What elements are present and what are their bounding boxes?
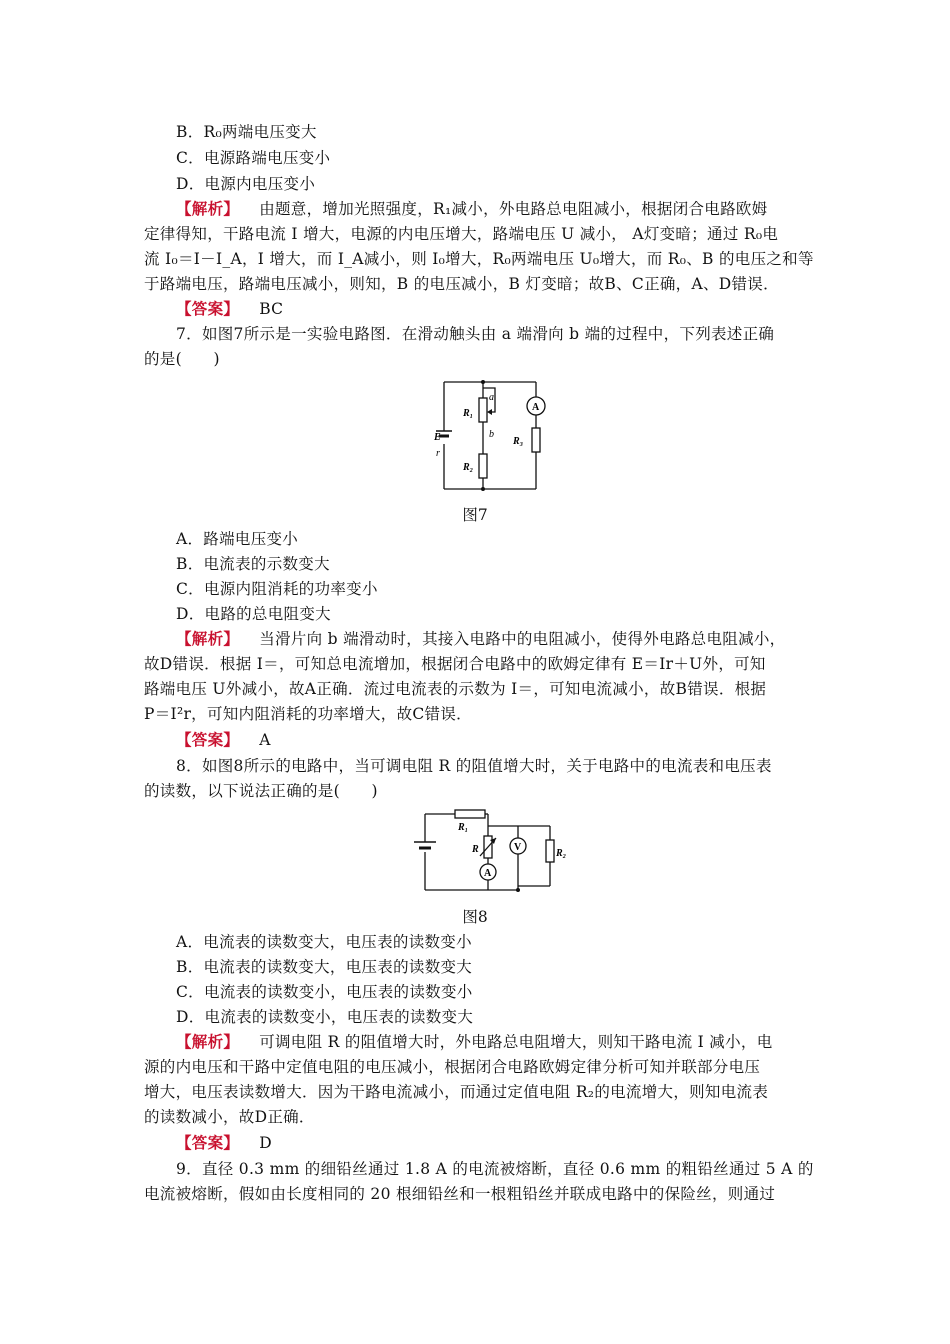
- q7-stem-line-1: 7．如图7所示是一实验电路图．在滑动触头由 a 端滑向 b 端的过程中，下列表述正确: [176, 325, 775, 343]
- q7-analysis-line-3: 路端电压 U外减小，故A正确．流过电流表的示数为 I＝，可知电流减小，故B错误．根据: [144, 680, 767, 698]
- q7-analysis-line-2: 故D错误．根据 I＝，可知总电流增加，根据闭合电路中的欧姆定律有 E＝Ir＋U外，可知: [144, 655, 766, 673]
- label-e: E: [434, 432, 441, 443]
- q8-analysis-line-3: 增大，电压表读数增大．因为干路电流减小，而通过定值电阻 R₂的电流增大，则知电流表: [144, 1083, 769, 1101]
- label-r3: R₃: [513, 436, 524, 447]
- analysis-tag: 【解析】: [176, 199, 240, 218]
- q6-analysis-line-2: 定律得知，干路电流 I 增大，电源的内电压增大，路端电压 U 减小， A灯变暗；通过 R₀电: [144, 225, 779, 243]
- q7-answer: 【答案】 A: [176, 730, 271, 749]
- answer-tag: 【答案】: [176, 730, 240, 749]
- label-r1: R₁: [463, 408, 474, 419]
- label-r: R: [472, 844, 479, 855]
- q6-option-b: B．R₀两端电压变大: [176, 123, 317, 141]
- label-a: a: [489, 392, 494, 403]
- q7-option-c: C．电源内阻消耗的功率变小: [176, 580, 378, 598]
- q7-option-d: D．电路的总电阻变大: [176, 605, 331, 623]
- q9-stem-line-1: 9．直径 0.3 mm 的细铅丝通过 1.8 A 的电流被熔断，直径 0.6 mm 的粗铅丝通过 5 A 的: [176, 1160, 814, 1178]
- figure-7-circuit: [428, 376, 550, 494]
- analysis-tag: 【解析】: [176, 629, 240, 648]
- voltmeter-icon: V: [514, 842, 522, 853]
- q8-analysis-line-1: 【解析】 可调电阻 R 的阻值增大时，外电路总电阻增大，则知干路电流 I 减小，电: [176, 1032, 773, 1051]
- q6-answer: 【答案】 BC: [176, 299, 284, 318]
- q9-stem-line-2: 电流被熔断，假如由长度相同的 20 根细铅丝和一根粗铅丝并联成电路中的保险丝，则通过: [144, 1185, 776, 1203]
- q6-option-c: C．电源路端电压变小: [176, 149, 331, 167]
- q8-option-c: C．电流表的读数变小，电压表的读数变小: [176, 983, 473, 1001]
- label-b: b: [489, 429, 494, 440]
- q6-analysis-line-4: 于路端电压，路端电压减小，则知，B 的电压减小，B 灯变暗；故B、C正确，A、D错误．: [144, 275, 779, 293]
- q7-analysis-line-4: P＝I²r，可知内阻消耗的功率增大，故C错误．: [144, 705, 472, 723]
- q8-stem-line-1: 8．如图8所示的电路中，当可调电阻 R 的阻值增大时，关于电路中的电流表和电压表: [176, 757, 772, 775]
- figure-8-circuit: [410, 806, 580, 896]
- q8-analysis-line-4: 的读数减小，故D正确．: [144, 1108, 315, 1126]
- q7-stem-line-2: 的是( ): [144, 350, 220, 368]
- label-r: r: [436, 448, 440, 459]
- q8-option-b: B．电流表的读数变大，电压表的读数变大: [176, 958, 473, 976]
- q7-analysis-line-1: 【解析】 当滑片向 b 端滑动时，其接入电路中的电阻减小，使得外电路总电阻减小，: [176, 629, 786, 648]
- analysis-tag: 【解析】: [176, 1032, 240, 1051]
- label-r2: R₂: [463, 462, 474, 473]
- label-r2: R₂: [556, 848, 567, 859]
- q6-option-d: D．电源内电压变小: [176, 175, 316, 193]
- q6-analysis-line-3: 流 I₀＝I－I_A，I 增大，而 I_A减小，则 I₀增大，R₀两端电压 U₀增大，而 R₀、B 的电压之和等: [144, 250, 814, 268]
- q8-option-d: D．电流表的读数变小，电压表的读数变大: [176, 1008, 474, 1026]
- q8-stem-line-2: 的读数，以下说法正确的是( ): [144, 782, 378, 800]
- q6-analysis-line-1: 【解析】 由题意，增加光照强度，R₁减小，外电路总电阻减小，根据闭合电路欧姆: [176, 199, 768, 218]
- q8-answer: 【答案】 D: [176, 1133, 272, 1152]
- answer-tag: 【答案】: [176, 1133, 240, 1152]
- q8-option-a: A．电流表的读数变大，电压表的读数变小: [176, 933, 472, 951]
- figure-7-caption: 图7: [462, 506, 488, 524]
- answer-tag: 【答案】: [176, 299, 240, 318]
- figure-8-caption: 图8: [462, 908, 488, 926]
- q7-option-a: A．路端电压变小: [176, 530, 299, 548]
- ammeter-icon: A: [484, 868, 492, 879]
- q7-option-b: B．电流表的示数变大: [176, 555, 330, 573]
- ammeter-icon: A: [532, 402, 540, 413]
- label-r1: R₁: [458, 822, 469, 833]
- q8-analysis-line-2: 源的内电压和干路中定值电阻的电压减小，根据闭合电路欧姆定律分析可知并联部分电压: [144, 1058, 761, 1076]
